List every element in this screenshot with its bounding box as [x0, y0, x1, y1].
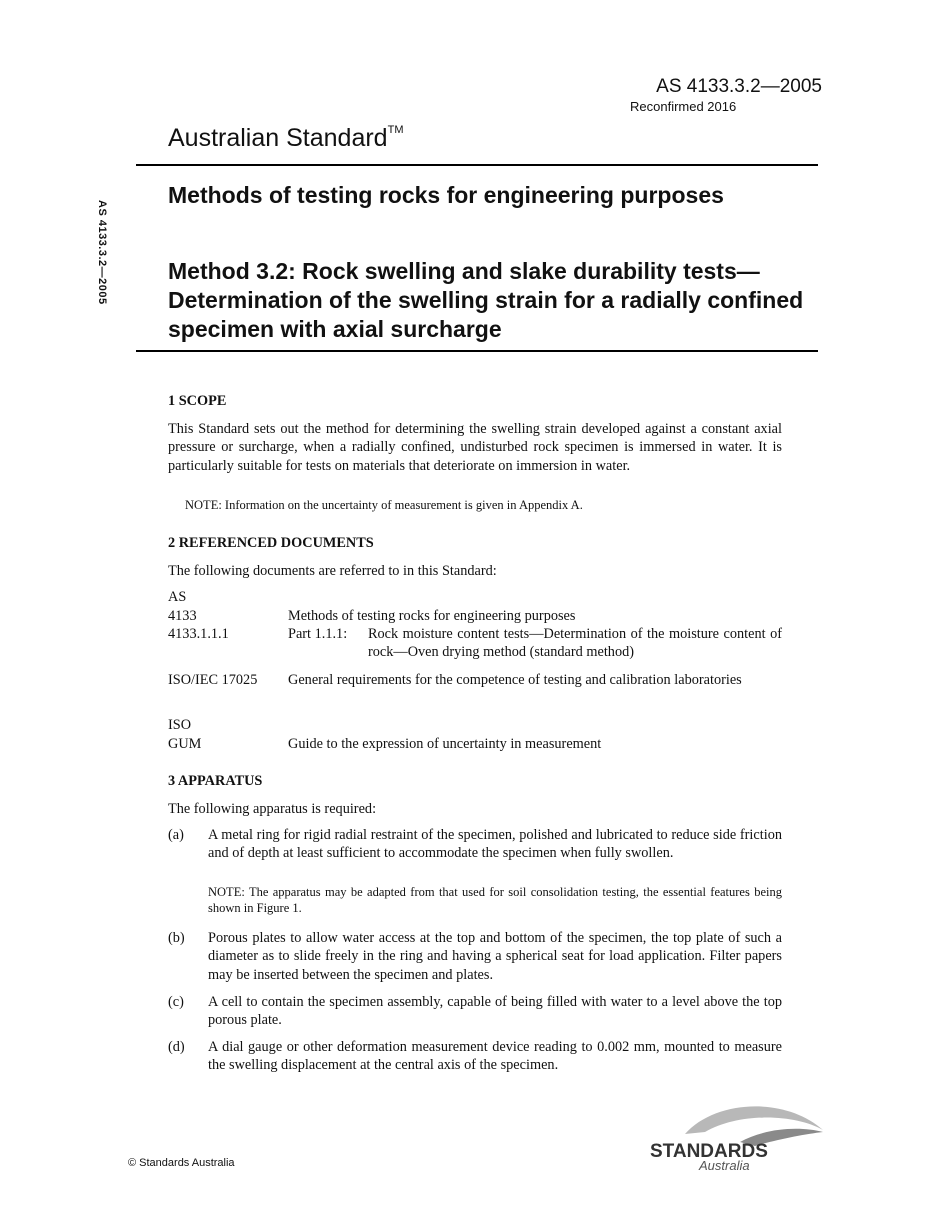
item-text: A cell to contain the specimen assembly, capable of being filled with water to a level above the top porous plate. — [208, 994, 782, 1029]
item-label: (a) — [168, 827, 184, 843]
item-text: A metal ring for rigid radial restraint of the specimen, polished and lubricated to reduce side friction and of depth at least sufficient to accommodate the specimen when fully swollen. — [208, 827, 782, 862]
side-code-text: AS 4133.3.2—2005 — [96, 200, 108, 305]
ref-code: GUM — [168, 736, 202, 752]
item-label: (b) — [168, 930, 185, 946]
series-title-text: Australian Standard — [168, 124, 388, 152]
ref-part-number: Part 1.1.1: — [288, 626, 348, 642]
standards-australia-logo — [645, 1102, 825, 1172]
logo-main-text: STANDARDS — [650, 1141, 768, 1162]
ref-iso-label: ISO — [168, 717, 192, 733]
item-text: Porous plates to allow water access at the top and bottom of the specimen, the top plate of such a diameter as to slide freely in the ring and having a spherical seat for load application. Filter papers may be inserted between the specimen and plates. — [208, 930, 782, 983]
section-heading-scope: 1 SCOPE — [168, 393, 227, 409]
ref-code: 4133.1.1.1 — [168, 626, 229, 642]
scope-text: This Standard sets out the method for determining the swelling strain developed against a constant axial pressure or surcharge, when a radially confined, undisturbed rock specimen is immersed in water. It is particularly suitable for tests on materials that deteriorate on immersion in water. — [168, 421, 782, 474]
apparatus-intro: The following apparatus is required: — [168, 801, 377, 817]
ref-code: 4133 — [168, 608, 197, 624]
method-title: Method 3.2: Rock swelling and slake durability tests—Determination of the swelling strain for a radially confined specimen with axial surcharge — [168, 258, 804, 342]
item-text: A dial gauge or other deformation measurement device reading to 0.002 mm, mounted to measure the swelling displacement at the central axis of the specimen. — [208, 1039, 782, 1074]
item-label: (d) — [168, 1039, 185, 1055]
footer-copyright: © Standards Australia — [128, 1157, 235, 1169]
item-label: (c) — [168, 994, 184, 1010]
ref-code: ISO/IEC 17025 — [168, 672, 258, 688]
header-rule-top — [136, 164, 818, 166]
ref-as-label: AS — [168, 589, 187, 605]
side-margin-code — [96, 200, 112, 320]
ref-title: Rock moisture content tests—Determination of the moisture content of rock—Oven drying method (standard method) — [368, 626, 782, 661]
reconfirmed-note: Reconfirmed 2016 — [630, 99, 737, 114]
references-intro: The following documents are referred to in this Standard: — [168, 563, 497, 579]
scope-note: NOTE: Information on the uncertainty of measurement is given in Appendix A. — [185, 498, 583, 512]
logo-sub-text: Australia — [699, 1158, 750, 1172]
main-title: Methods of testing rocks for engineering purposes — [168, 182, 724, 208]
series-title — [168, 124, 403, 153]
section-heading-apparatus: 3 APPARATUS — [168, 773, 263, 789]
header-rule-bottom — [136, 350, 818, 352]
trademark-mark: TM — [387, 123, 404, 136]
section-heading-references: 2 REFERENCED DOCUMENTS — [168, 535, 374, 551]
ref-title: General requirements for the competence of testing and calibration laboratories — [288, 672, 742, 688]
ref-title: Guide to the expression of uncertainty in measurement — [288, 736, 602, 752]
standard-number: AS 4133.3.2—2005 — [656, 76, 822, 97]
item-note: NOTE: The apparatus may be adapted from that used for soil consolidation testing, the essential features being shown in Figure 1. — [208, 885, 782, 915]
ref-title: Methods of testing rocks for engineering purposes — [288, 608, 576, 624]
